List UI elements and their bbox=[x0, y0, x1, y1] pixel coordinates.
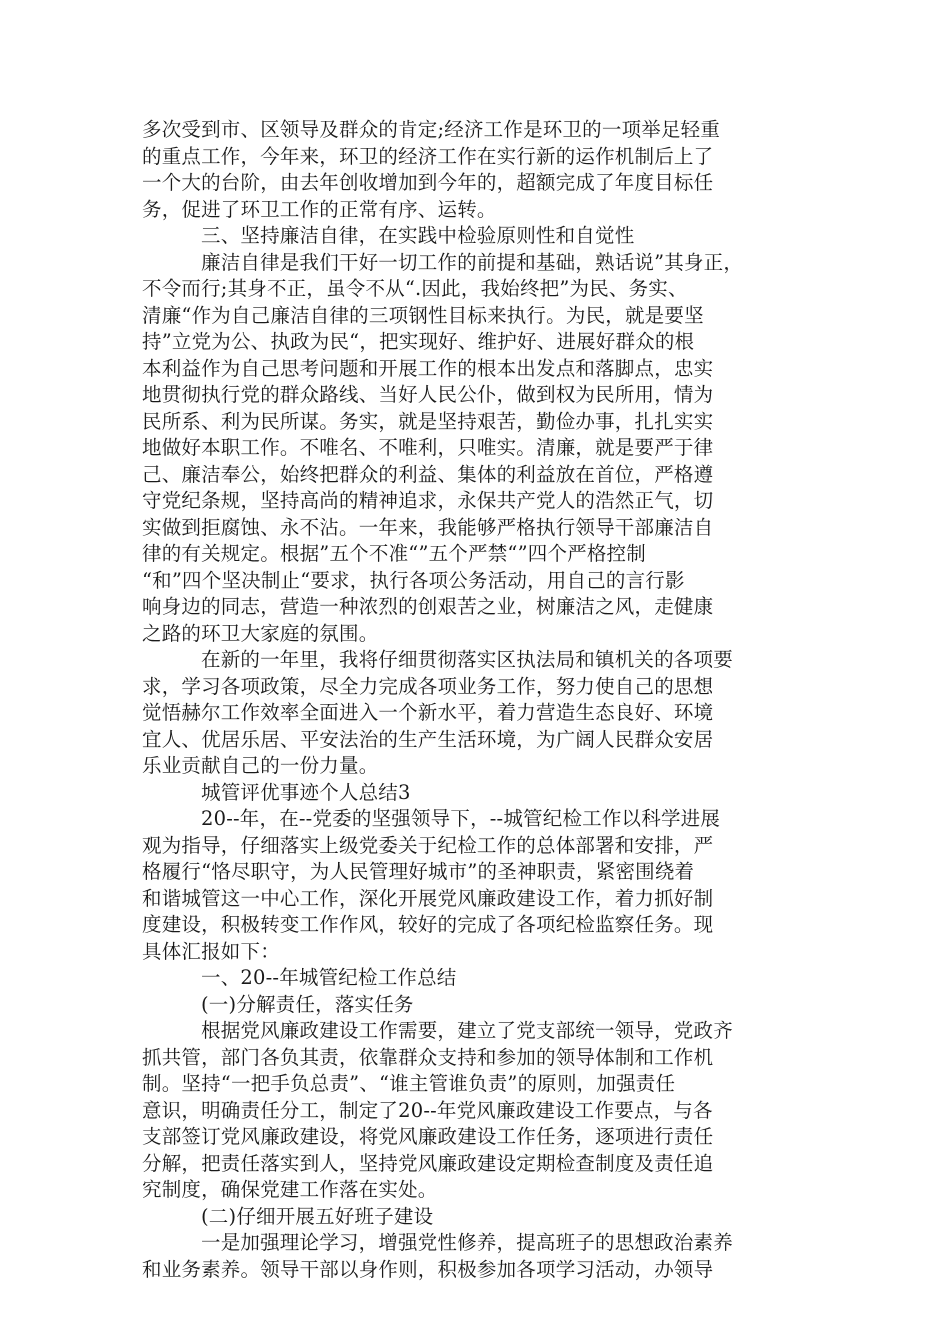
text-line: 民所系、利为民所谋。务实，就是坚持艰苦，勤俭办事，扎扎实实 bbox=[142, 409, 714, 433]
text-line: 和业务素养。领导干部以身作则，积极参加各项学习活动，办领导 bbox=[142, 1257, 714, 1281]
text-line: “和”四个坚决制止“要求，执行各项公务活动，用自己的言行影 bbox=[142, 568, 685, 592]
text-line: 宜人、优居乐居、平安法治的生产生活环境，为广阔人民群众安居 bbox=[142, 727, 714, 751]
text-line: (二)仔细开展五好班子建设 bbox=[201, 1204, 434, 1228]
text-line: 多次受到市、区领导及群众的肯定;经济工作是环卫的一项举足轻重 bbox=[142, 118, 721, 141]
text-line: 己、廉洁奉公，始终把群众的利益、集体的利益放在首位，严格遵 bbox=[142, 462, 714, 486]
text-line: 一、20--年城管纪检工作总结 bbox=[201, 966, 457, 989]
text-line: 城管评优事迹个人总结3 bbox=[201, 780, 411, 804]
text-line: 具体汇报如下： bbox=[142, 939, 280, 963]
text-line: 律的有关规定。根据”五个不准“”五个严禁“”四个严格控制 bbox=[142, 542, 646, 565]
text-line: 观为指导，仔细落实上级党委关于纪检工作的总体部署和安排，严 bbox=[142, 833, 714, 857]
text-line: 格履行“恪尽职守，为人民管理好城市”的圣神职责，紧密围绕着 bbox=[142, 860, 695, 883]
text-line: 清廉“作为自己廉洁自律的三项钢性目标来执行。为民，就是要坚 bbox=[142, 303, 704, 327]
text-line: 分解，把责任落实到人，坚持党风廉政建设定期检查制度及责任追 bbox=[142, 1151, 714, 1175]
text-line: 求，学习各项政策，尽全力完成各项业务工作，努力使自己的思想 bbox=[142, 674, 714, 698]
text-line: 三、坚持廉洁自律，在实践中检验原则性和自觉性 bbox=[201, 224, 635, 247]
text-line: 乐业贡献自己的一份力量。 bbox=[142, 754, 379, 777]
text-line: 和谐城管这一中心工作，深化开展党风廉政建设工作，着力抓好制 bbox=[142, 886, 714, 910]
text-line: 务，促进了环卫工作的正常有序、运转。 bbox=[142, 197, 497, 221]
text-line: 廉洁自律是我们干好一切工作的前提和基础，熟话说”其身正， bbox=[201, 250, 744, 274]
text-line: 支部签订党风廉政建设，将党风廉政建设工作任务，逐项进行责任 bbox=[142, 1125, 714, 1148]
text-line: 制。坚持“一把手负总责”、“谁主管谁负责”的原则，加强责任 bbox=[142, 1072, 676, 1095]
text-line: 之路的环卫大家庭的氛围。 bbox=[142, 621, 379, 645]
text-line: 实做到拒腐蚀、永不沾。一年来，我能够严格执行领导干部廉洁自 bbox=[142, 515, 714, 539]
text-line: 一个大的台阶，由去年创收增加到今年的，超额完成了年度目标任 bbox=[142, 171, 714, 194]
text-line: 一是加强理论学习，增强党性修养，提高班子的思想政治素养 bbox=[201, 1231, 733, 1254]
document-body bbox=[142, 117, 804, 1283]
text-line: 觉悟赫尔工作效率全面进入一个新水平，着力营造生态良好、环境 bbox=[142, 701, 714, 724]
text-line: 本利益作为自己思考问题和开展工作的根本出发点和落脚点，忠实 bbox=[142, 356, 714, 380]
text-line: 究制度，确保党建工作落在实处。 bbox=[142, 1178, 438, 1201]
text-line: 持”立党为公、执政为民“，把实现好、维护好、进展好群众的根 bbox=[142, 330, 695, 353]
text-line: 不令而行;其身不正，虽令不从“.因此，我始终把”为民、务实、 bbox=[142, 277, 688, 300]
text-line: 意识，明确责任分工，制定了20--年党风廉政建设工作要点，与各 bbox=[142, 1098, 713, 1122]
text-line: 响身边的同志，营造一种浓烈的创艰苦之业，树廉洁之风，走健康 bbox=[142, 595, 714, 618]
text-line: 在新的一年里，我将仔细贯彻落实区执法局和镇机关的各项要 bbox=[201, 648, 733, 671]
text-line: 度建设，积极转变工作作风，较好的完成了各项纪检监察任务。现 bbox=[142, 913, 714, 936]
text-line: 根据党风廉政建设工作需要，建立了党支部统一领导，党政齐 bbox=[201, 1019, 733, 1042]
text-line: 20--年，在--党委的坚强领导下，--城管纪检工作以科学进展 bbox=[201, 807, 721, 830]
text-line: 抓共管，部门各负其责，依靠群众支持和参加的领导体制和工作机 bbox=[142, 1045, 714, 1069]
text-line: 守党纪条规，坚持高尚的精神追求，永保共产党人的浩然正气，切 bbox=[142, 489, 714, 512]
text-line: 地做好本职工作。不唯名、不唯利，只唯实。清廉，就是要严于律 bbox=[142, 436, 714, 459]
text-line: 的重点工作，今年来，环卫的经济工作在实行新的运作机制后上了 bbox=[142, 144, 714, 168]
text-line: (一)分解责任，落实任务 bbox=[201, 992, 414, 1016]
text-line: 地贯彻执行党的群众路线、当好人民公仆，做到权为民所用，情为 bbox=[142, 383, 714, 406]
